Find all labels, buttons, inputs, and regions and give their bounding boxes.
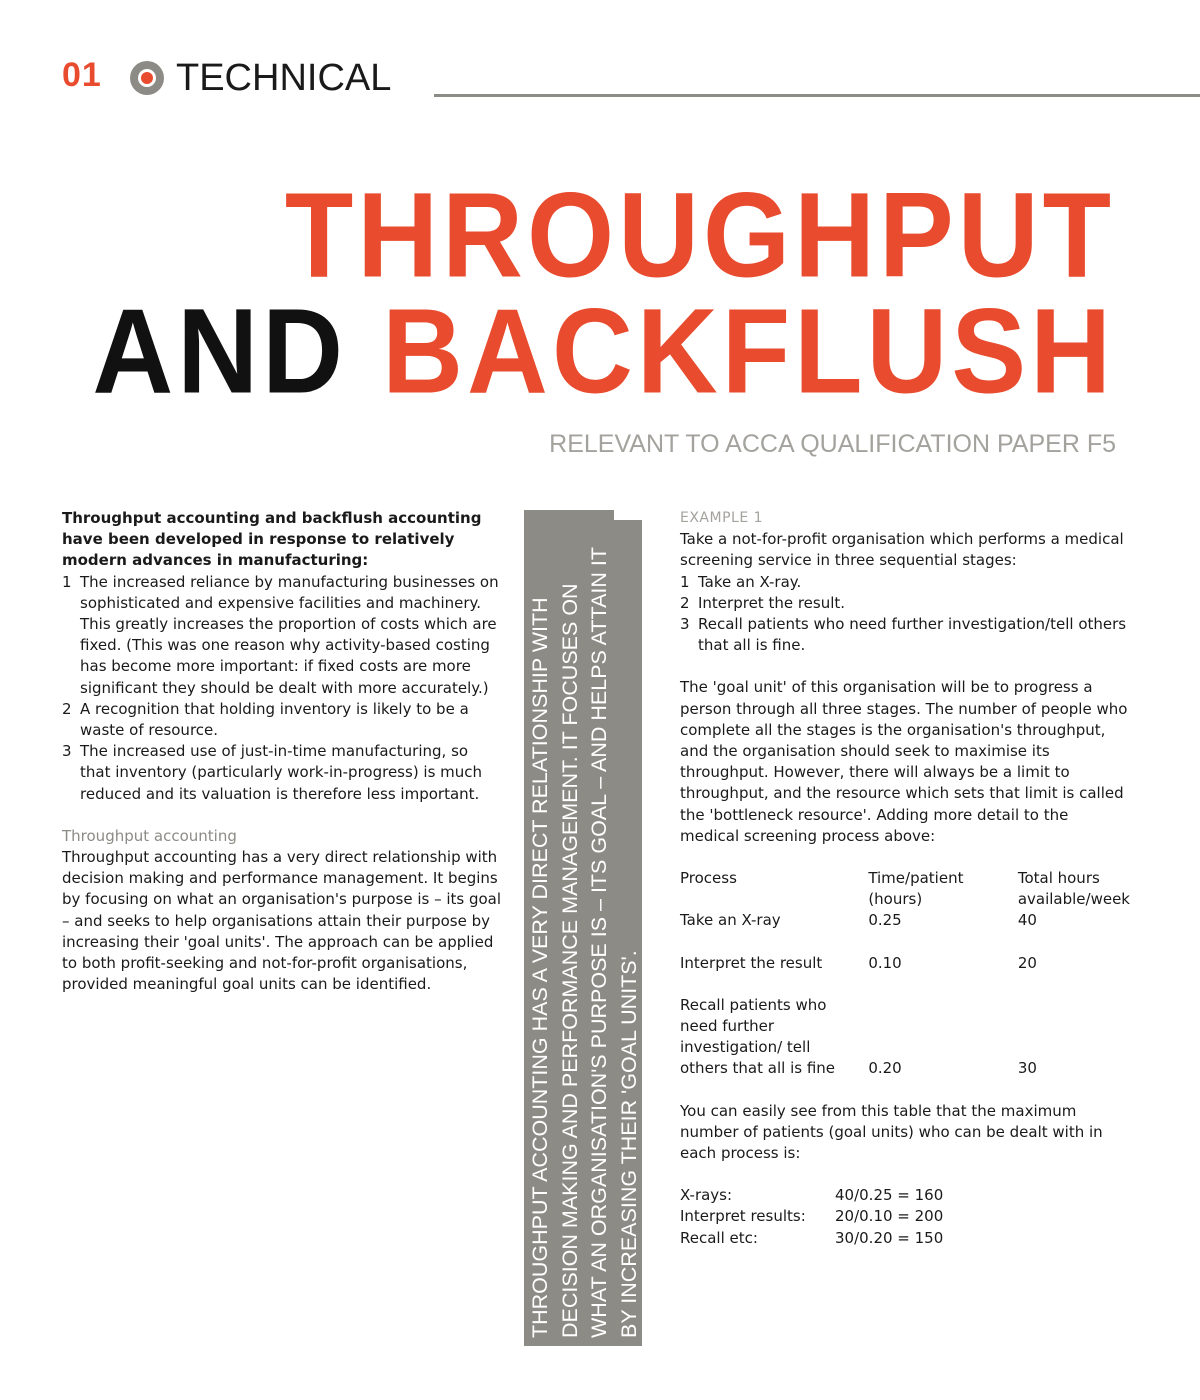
result-label: Recall etc: (680, 1228, 758, 1247)
list-item (62, 572, 502, 699)
table-row (680, 1185, 943, 1206)
table-cell: 40 (1017, 911, 1037, 930)
section-header (62, 56, 1200, 106)
list-item (680, 593, 1130, 614)
result-calc: 30/0.20 = 150 (835, 1228, 944, 1247)
table-cell: 0.20 (868, 1059, 902, 1078)
table-header: Time/patient (hours) (868, 869, 964, 909)
table-cell: 30 (1017, 1059, 1037, 1078)
example-intro: Take a not-for-profit organisation which performs a medical screening service in three sequential stages: (680, 530, 1124, 570)
goal-unit-paragraph: The 'goal unit' of this organisation will be to progress a person through all three stages. The number of people who complete all the stages is the organisation's throughput, and the organisation should seek to maximise its throughput. However, there will always be a limit to throughput, and the resource which sets that limit is called the 'bottleneck resource'. Adding more detail to the medical screening process above: (680, 678, 1128, 845)
stages-list (680, 572, 1130, 657)
list-text: Recall patients who need further investigation/tell others that all is fine. (698, 615, 1127, 655)
list-text: The increased reliance by manufacturing businesses on sophisticated and expensive facilities and machinery. This greatly increases the proportion of costs which are fixed. (This was one reason why activity-based costing has become more important: if fixed costs are more significant they should be dealt with more accurately.) (80, 572, 499, 697)
result-label: Interpret results: (680, 1207, 806, 1226)
subtitle: RELEVANT TO ACCA QUALIFICATION PAPER F5 (549, 430, 1116, 458)
results-table (680, 1185, 943, 1249)
title-and: AND (92, 283, 348, 419)
subheading-throughput: Throughput accounting (62, 826, 237, 845)
table-cell: Interpret the result (680, 953, 823, 972)
list-number: 2 (62, 699, 72, 718)
list-number: 1 (680, 572, 690, 591)
table-header: Process (680, 869, 737, 888)
table-cell: 0.25 (868, 911, 902, 930)
table-row (680, 953, 1130, 974)
title-line-1: THROUGHPUT (284, 167, 1115, 303)
list-item (680, 572, 1130, 593)
section-number: 01 (62, 56, 102, 94)
intro-paragraph: Throughput accounting and backflush accounting have been developed in response to relatively modern advances in manufacturing: (62, 509, 482, 570)
reasons-list (62, 572, 502, 805)
process-table (680, 868, 1130, 1080)
right-column (680, 508, 1130, 1249)
example-label: EXAMPLE 1 (680, 510, 764, 526)
result-label: X-rays: (680, 1186, 733, 1205)
table-cell: 20 (1017, 953, 1037, 972)
table-row (680, 1206, 943, 1227)
target-icon (130, 61, 164, 95)
max-patients-paragraph: You can easily see from this table that the maximum number of patients (goal units) who can be dealt with in each process is: (680, 1101, 1103, 1163)
table-header-row (680, 868, 1130, 910)
result-calc: 40/0.25 = 160 (835, 1186, 944, 1205)
table-cell: 0.10 (868, 953, 902, 972)
list-number: 1 (62, 572, 72, 591)
list-item (62, 699, 502, 741)
table-row (680, 995, 1130, 1080)
table-row (680, 910, 1130, 931)
result-calc: 20/0.10 = 200 (835, 1207, 944, 1226)
list-item (680, 614, 1130, 656)
list-text: A recognition that holding inventory is likely to be a waste of resource. (80, 699, 469, 740)
list-text: Interpret the result. (698, 593, 846, 612)
throughput-paragraph: Throughput accounting has a very direct relationship with decision making and performance management. It begins by focusing on what an organisation's purpose is – its goal – and seeks to help organisations attain their purpose by increasing their 'goal units'. The approach can be applied to both profit-seeking and not-for-profit organisations, provided meaningful goal units can be identified. (62, 848, 502, 994)
title-backflush: BACKFLUSH (382, 283, 1115, 419)
list-number: 3 (680, 615, 690, 634)
table-header: Total hours available/week (1017, 869, 1130, 909)
list-number: 3 (62, 742, 72, 761)
pull-quote-text: THROUGHPUT ACCOUNTING HAS A VERY DIRECT RELATIONSHIP WITH DECISION MAKING AND PERFORMANCE MANAGEMENT. IT FOCUSES ON WHAT AN ORGANISATION'S PURPOSE IS – ITS GOAL – AND HELPS ATTAIN IT BY INCREASING THEIR 'GOAL UNITS'. (528, 547, 641, 1338)
header-rule (434, 94, 1200, 97)
list-text: Take an X-ray. (698, 572, 802, 591)
table-cell: Recall patients who need further investigation/ tell others that all is fine (680, 995, 836, 1078)
pull-quote (524, 510, 642, 1340)
table-cell: Take an X-ray (680, 911, 781, 930)
table-row (680, 1228, 943, 1249)
left-column (62, 508, 502, 995)
title-line-2 (92, 283, 1115, 419)
section-label: TECHNICAL (176, 57, 392, 99)
list-item (62, 741, 502, 805)
list-number: 2 (680, 593, 690, 612)
list-text: The increased use of just-in-time manufacturing, so that inventory (particularly work-in-progress) is much reduced and its valuation is therefore less important. (80, 742, 483, 803)
